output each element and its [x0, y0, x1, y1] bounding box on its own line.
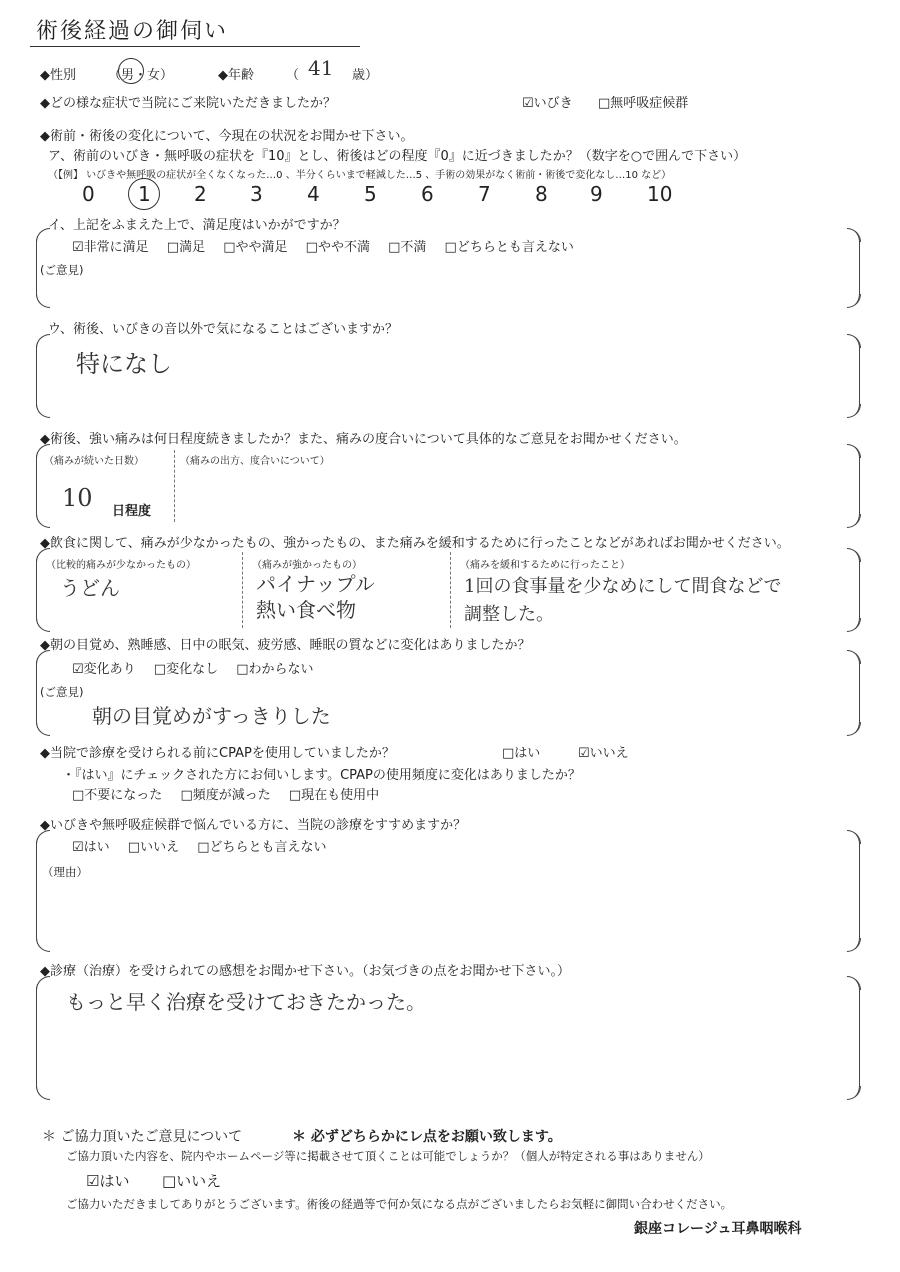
food-col3-answer-1[interactable]: 1回の食事量を少なめにして間食などで — [464, 576, 782, 597]
morning-question: ◆朝の目覚め、熟睡感、日中の眠気、疲労感、睡眠の質などに変化はありましたか？ — [40, 638, 531, 653]
morning-unchanged[interactable]: □変化なし — [153, 662, 219, 677]
pain-days-suffix: 日程度 — [112, 504, 152, 519]
other-concerns-question: ウ、術後、いびきの音以外で気になることはございますか？ — [48, 322, 398, 337]
other-concerns-answer[interactable]: 特になし — [76, 350, 172, 378]
cpap-sub-options — [72, 784, 393, 803]
footer-note-1: ＊ ご協力頂いたご意見について — [42, 1129, 243, 1145]
pain-question: ◆術後、強い痛みは何日程度続きましたか？また、痛みの度合いについて具体的なご意見をお聞かせください。 — [40, 432, 687, 447]
pain-box — [36, 444, 860, 528]
food-col2-answer-2[interactable]: 熱い食べ物 — [256, 598, 356, 622]
food-col1-label: （比較的痛みが少なかったもの） — [46, 560, 196, 571]
recommend-question: ◆いびきや無呼吸症候群で悩んでいる方に、当院の診療をすすめますか？ — [40, 818, 467, 833]
morning-unknown[interactable]: □わからない — [236, 662, 314, 677]
scale-0[interactable]: 0 — [82, 182, 95, 206]
morning-answer[interactable]: 朝の目覚めがすっきりした — [92, 704, 331, 728]
food-col3-answer-2[interactable]: 調整した。 — [464, 604, 554, 625]
food-col1-answer[interactable]: うどん — [60, 576, 120, 600]
age-unit: 歳） — [352, 68, 379, 83]
scale-1[interactable]: 1 — [138, 182, 151, 206]
satisfaction-question: イ、上記をふまえた上で、満足度はいかがですか？ — [48, 218, 346, 233]
scale-3[interactable]: 3 — [250, 182, 263, 206]
impression-answer[interactable]: もっと早く治療を受けておきたかった。 — [66, 990, 426, 1014]
footer-no[interactable]: □いいえ — [162, 1172, 222, 1190]
scale-8[interactable]: 8 — [535, 182, 548, 206]
food-col3-label: （痛みを緩和するために行ったこと） — [460, 560, 630, 571]
satisfaction-satisfied[interactable]: □満足 — [166, 240, 206, 255]
symptom-option-apnea[interactable]: □無呼吸症候群 — [598, 96, 689, 111]
recommend-options — [72, 836, 341, 855]
impression-question: ◆診療（治療）を受けられての感想をお聞かせ下さい。（お気づきの点をお聞かせ下さい。） — [40, 964, 570, 979]
footer-note-2: ＊ 必ずどちらかにレ点をお願い致します。 — [292, 1129, 562, 1145]
recommend-no[interactable]: □いいえ — [127, 840, 180, 855]
satisfaction-options — [72, 236, 588, 255]
morning-comment-label: (ご意見) — [40, 685, 84, 699]
food-question: ◆飲食に関して、痛みが少なかったもの、強かったもの、また痛みを緩和するために行ったことなどがあればお聞かせください。 — [40, 536, 790, 551]
scale-9[interactable]: 9 — [590, 182, 603, 206]
title-underline — [30, 46, 360, 47]
satisfaction-somewhat-satisfied[interactable]: □やや満足 — [223, 240, 288, 255]
cpap-not-needed[interactable]: □不要になった — [72, 788, 163, 803]
morning-changed[interactable]: ☑変化あり — [72, 662, 136, 677]
clinic-name: 銀座コレージュ耳鼻咽喉科 — [634, 1221, 802, 1237]
change-question-a: ア、術前のいびき・無呼吸の症状を『10』とし、術後はどの程度『0』に近づきましたか？（数字を○で囲んで下さい） — [48, 149, 747, 164]
cpap-less-frequent[interactable]: □頻度が減った — [180, 788, 271, 803]
food-divider-2 — [450, 552, 451, 628]
gender-selected-circle — [118, 58, 144, 84]
scale-selected-circle — [128, 178, 160, 210]
cpap-yes[interactable]: □はい — [502, 746, 541, 761]
pain-days-value[interactable]: 10 — [62, 484, 93, 512]
age-open: （ — [286, 68, 300, 83]
cpap-sub-question: ・『はい』にチェックされた方にお伺いします。CPAPの使用頻度に変化はありましたか？ — [62, 768, 581, 783]
food-divider-1 — [242, 552, 243, 628]
change-heading: ◆術前・術後の変化について、今現在の状況をお聞かせ下さい。 — [40, 129, 414, 144]
symptom-scale — [70, 182, 690, 210]
satisfaction-dissatisfied[interactable]: □不満 — [388, 240, 427, 255]
scale-5[interactable]: 5 — [364, 182, 377, 206]
footer-yes[interactable]: ☑はい — [86, 1172, 130, 1190]
scale-7[interactable]: 7 — [478, 182, 491, 206]
satisfaction-neither[interactable]: □どちらとも言えない — [444, 240, 574, 255]
food-col2-answer-1[interactable]: パイナップル — [256, 572, 375, 596]
symptom-option-snoring[interactable]: ☑いびき — [522, 96, 573, 111]
cpap-no[interactable]: ☑いいえ — [578, 746, 629, 761]
pain-days-label: （痛みが続いた日数） — [44, 456, 144, 467]
scale-4[interactable]: 4 — [307, 182, 320, 206]
scale-6[interactable]: 6 — [421, 182, 434, 206]
age-value[interactable]: 41 — [308, 56, 334, 80]
change-example: （【例】 いびきや無呼吸の症状が全くなくなった…0 、半分くらいまで軽減した…5 、手術の効果がなく術前・術後で変化なし…10 など） — [48, 170, 672, 181]
pain-divider — [174, 450, 175, 522]
recommend-neither[interactable]: □どちらとも言えない — [197, 840, 327, 855]
age-label: ◆年齢 — [218, 68, 254, 83]
scale-2[interactable]: 2 — [194, 182, 207, 206]
scale-10[interactable]: 10 — [647, 182, 673, 206]
food-col2-label: （痛みが強かったもの） — [252, 560, 362, 571]
cpap-still-using[interactable]: □現在も使用中 — [288, 788, 380, 803]
satisfaction-somewhat-dissatisfied[interactable]: □やや不満 — [305, 240, 370, 255]
footer-thanks: ご協力いただきましてありがとうございます。術後の経過等で何か気になる点がございましたらお気軽に御問い合わせください。 — [66, 1197, 733, 1211]
satisfaction-very-satisfied[interactable]: ☑非常に満足 — [72, 240, 149, 255]
cpap-question: ◆当院で診療を受けられる前にCPAPを使用していましたか？ — [40, 746, 395, 761]
morning-options — [72, 658, 328, 677]
gender-options[interactable]: （男・女） — [108, 68, 174, 83]
satisfaction-comment-label: (ご意見) — [40, 263, 84, 277]
pain-detail-label: （痛みの出方、度合いについて） — [180, 456, 330, 467]
gender-label: ◆性別 — [40, 68, 76, 83]
recommend-reason-label: （理由） — [42, 865, 88, 879]
page-title: 術後経過の御伺い — [36, 19, 229, 44]
recommend-yes[interactable]: ☑はい — [72, 840, 110, 855]
symptoms-question: ◆どの様な症状で当院にご来院いただきましたか？ — [40, 96, 336, 111]
footer-question: ご協力頂いた内容を、院内やホームページ等に掲載させて頂くことは可能でしょうか？（個人が特定される事はありません） — [66, 1149, 710, 1163]
